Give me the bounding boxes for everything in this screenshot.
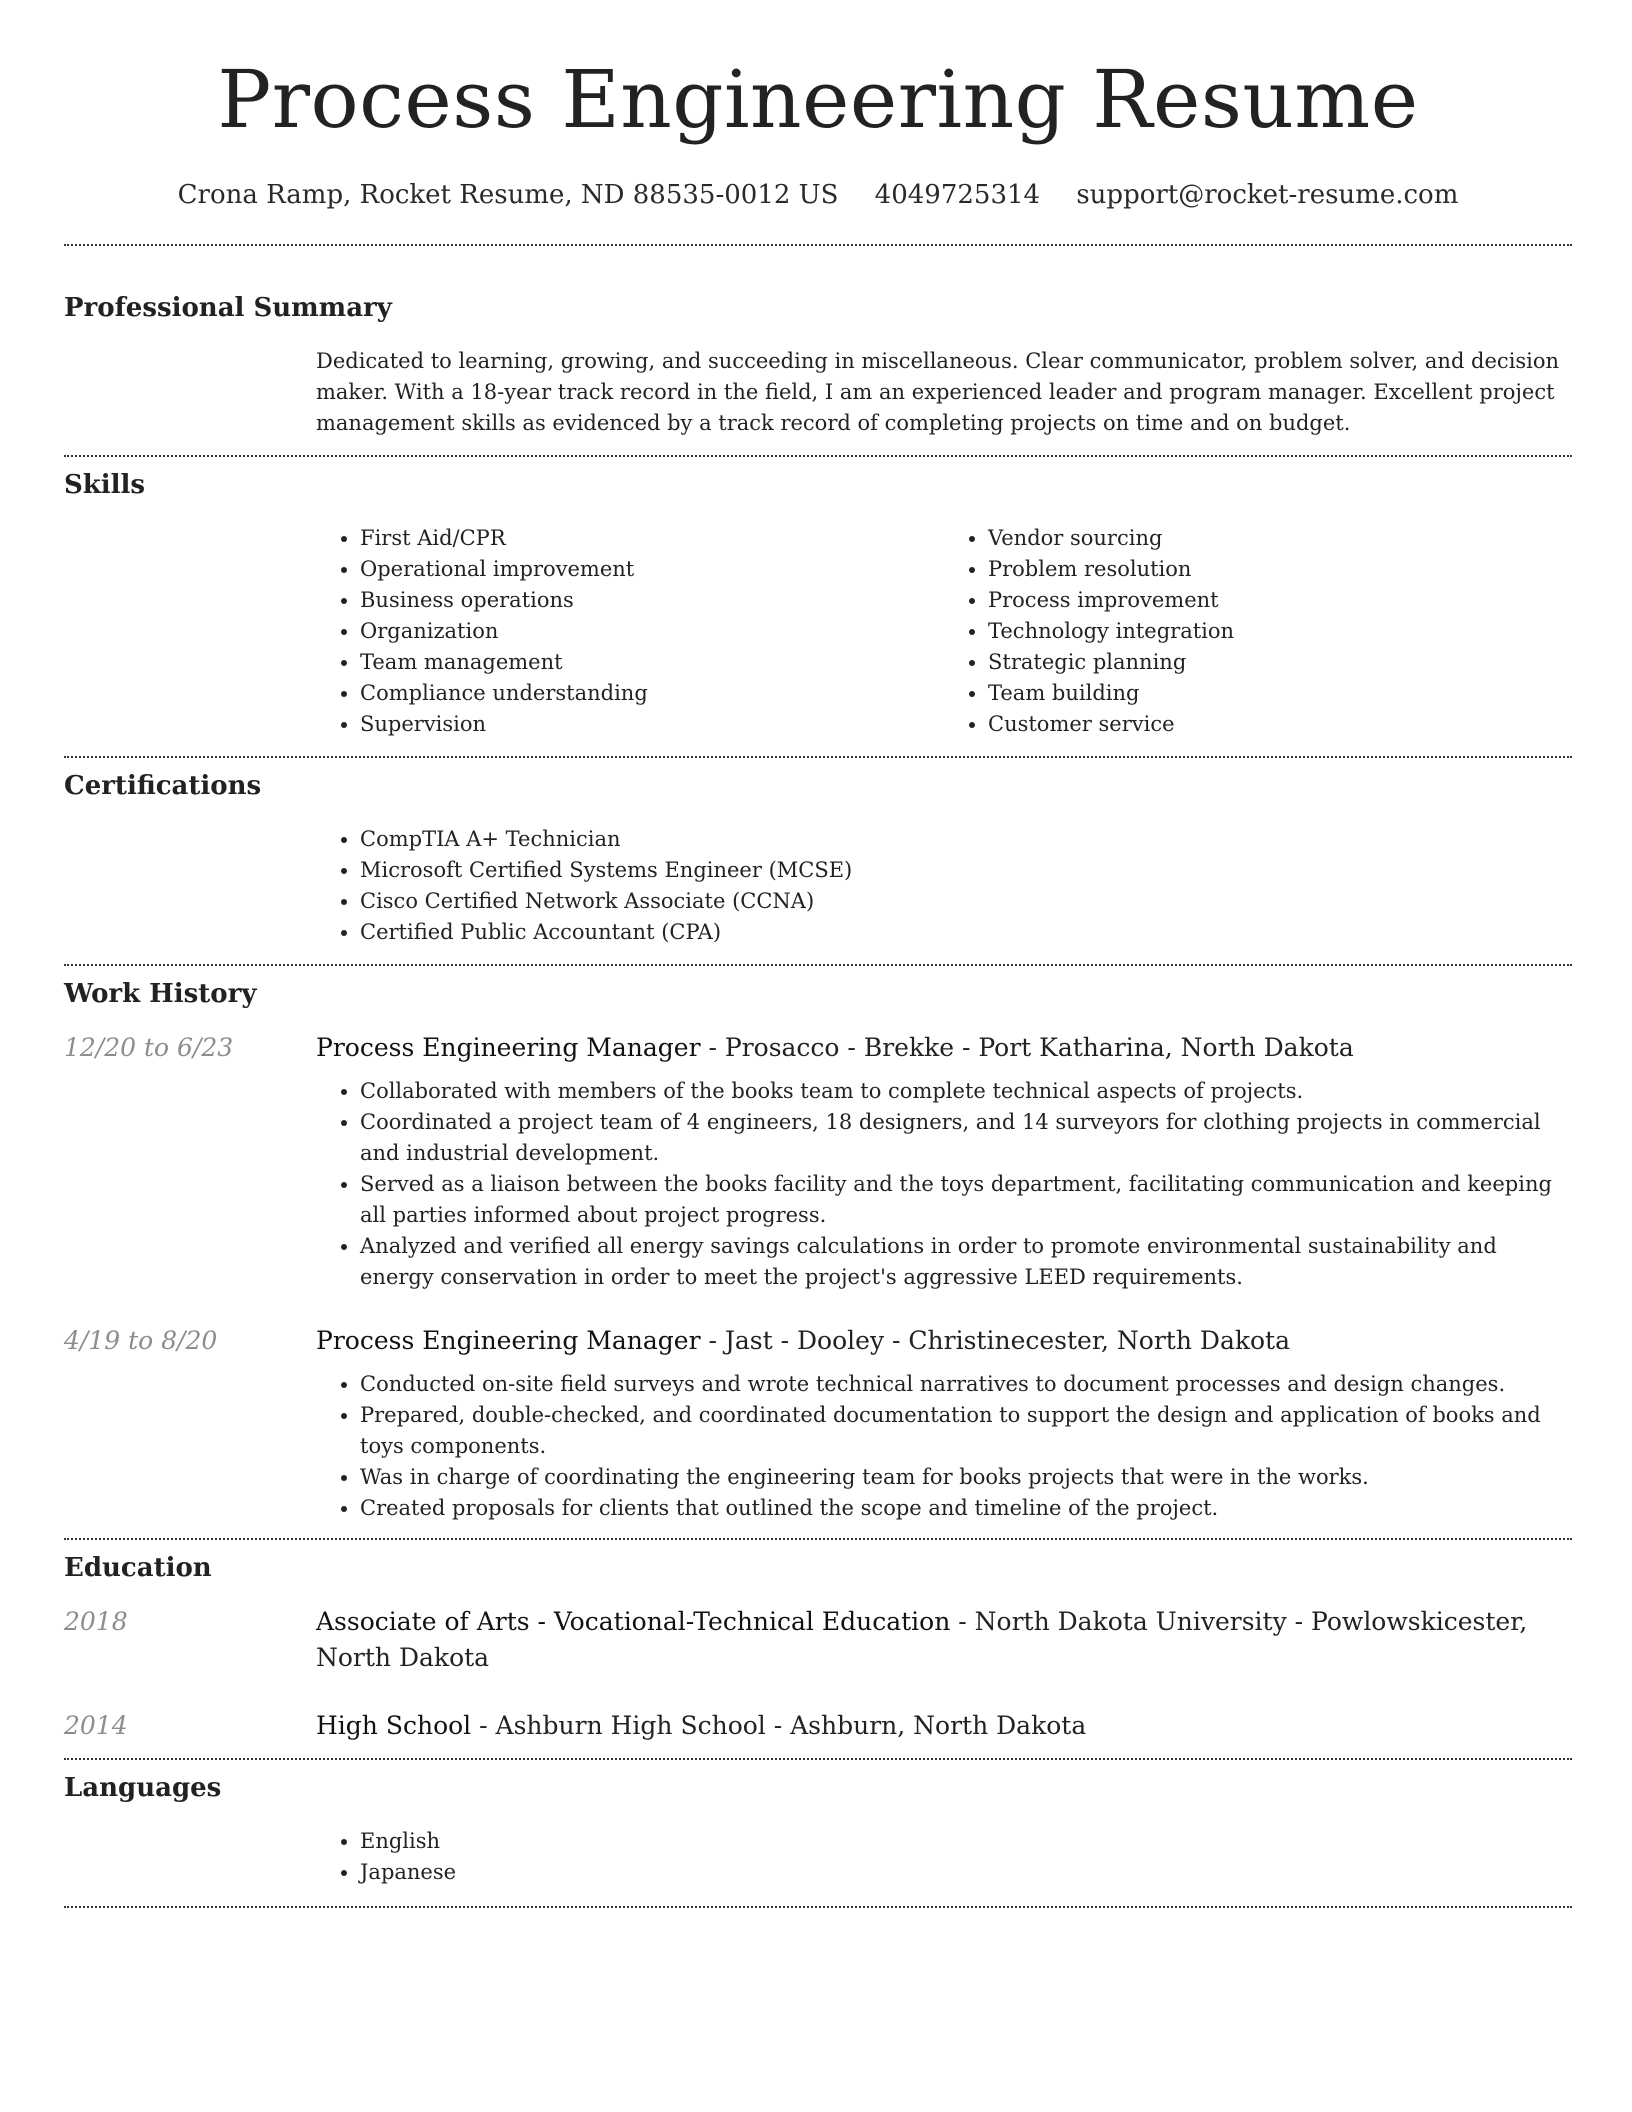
skills-list-left <box>316 523 944 740</box>
education-title-line <box>316 1708 1572 1744</box>
job-bullet: • Created proposals for clients that outlined the scope and timeline of the project. <box>360 1493 1572 1524</box>
education-section <box>64 1540 1572 1744</box>
job-entry <box>64 1030 1572 1293</box>
work-history-section <box>64 966 1572 1524</box>
job-title-line <box>316 1323 1572 1359</box>
summary-section <box>64 246 1572 439</box>
summary-text: Dedicated to learning, growing, and succeeding in miscellaneous. Clear communicator, problem solver, and decision maker. With a 18-year track record in the field, I am an experienced leader and program manager. Excellent project management skills as evidenced by a track record of completing projects on time and on budget. <box>316 349 1560 435</box>
job-dates: 12/20 to 6/23 <box>64 1033 234 1062</box>
job-bullet: • Collaborated with members of the books team to complete technical aspects of projects. <box>360 1076 1572 1107</box>
skill-item: • Process improvement <box>988 585 1572 616</box>
skill-item: • Customer service <box>988 709 1572 740</box>
phone-text: 4049725314 <box>874 180 1041 210</box>
resume-page <box>64 0 1572 1908</box>
certification-item: • Certified Public Accountant (CPA) <box>360 917 1616 948</box>
education-title-line <box>316 1604 1572 1676</box>
section-divider <box>64 1906 1572 1908</box>
skill-item: • First Aid/CPR <box>360 523 944 554</box>
skill-item: • Team building <box>988 678 1572 709</box>
job-employer: - Prosacco - Brekke - Port Katharina, North Dakota <box>700 1033 1354 1062</box>
address-text: Crona Ramp, Rocket Resume, ND 88535-0012 US <box>177 180 839 210</box>
skill-item: • Technology integration <box>988 616 1572 647</box>
job-role: Process Engineering Manager <box>316 1326 701 1355</box>
languages-heading: Languages <box>64 1773 222 1803</box>
job-bullet: • Analyzed and verified all energy savings calculations in order to promote environmental sustainability and energy conservation in order to meet the project's aggressive LEED requirements. <box>360 1231 1572 1293</box>
skill-item: • Strategic planning <box>988 647 1572 678</box>
education-degree: Associate of Arts - Vocational-Technical Education <box>316 1607 951 1636</box>
job-role: Process Engineering Manager <box>316 1033 701 1062</box>
education-heading: Education <box>64 1553 212 1583</box>
skill-item: • Organization <box>360 616 944 647</box>
job-bullet: • Prepared, double-checked, and coordinated documentation to support the design and application of books and toys components. <box>360 1400 1572 1462</box>
job-bullet: • Served as a liaison between the books facility and the toys department, facilitating communication and keeping all parties informed about project progress. <box>360 1169 1572 1231</box>
education-year: 2014 <box>64 1711 128 1740</box>
education-year: 2018 <box>64 1607 128 1636</box>
skill-item: • Business operations <box>360 585 944 616</box>
skills-heading: Skills <box>64 470 146 500</box>
summary-heading: Professional Summary <box>64 293 392 323</box>
language-item: • English <box>360 1826 1572 1857</box>
skill-item: • Problem resolution <box>988 554 1572 585</box>
skill-item: • Vendor sourcing <box>988 523 1572 554</box>
skill-item: • Supervision <box>360 709 944 740</box>
job-dates: 4/19 to 8/20 <box>64 1326 218 1355</box>
education-school: - Ashburn High School - Ashburn, North Dakota <box>471 1711 1087 1740</box>
certification-item: • Cisco Certified Network Associate (CCNA) <box>360 886 1616 917</box>
certification-item: • Microsoft Certified Systems Engineer (MCSE) <box>360 855 1616 886</box>
languages-section <box>64 1760 1572 1888</box>
job-bullets <box>316 1369 1572 1524</box>
certifications-list <box>316 824 1616 948</box>
education-school: - North Dakota University - Powlowskicester, North Dakota <box>316 1607 1528 1672</box>
work-history-heading: Work History <box>64 979 257 1009</box>
resume-header <box>64 0 1572 212</box>
skill-item: • Compliance understanding <box>360 678 944 709</box>
job-entry <box>64 1323 1572 1524</box>
page-title: Process Engineering Resume <box>217 53 1419 146</box>
job-bullet: • Was in charge of coordinating the engineering team for books projects that were in the works. <box>360 1462 1572 1493</box>
education-entry <box>64 1604 1572 1676</box>
job-bullet: • Coordinated a project team of 4 engineers, 18 designers, and 14 surveyors for clothing projects in commercial and industrial development. <box>360 1107 1572 1169</box>
job-title-line <box>316 1030 1572 1066</box>
skill-item: • Team management <box>360 647 944 678</box>
contact-line <box>64 178 1572 212</box>
email-text: support@rocket-resume.com <box>1076 180 1459 210</box>
certifications-heading: Certifications <box>64 771 262 801</box>
education-entry <box>64 1708 1572 1744</box>
skills-section <box>64 457 1572 740</box>
certification-item: • CompTIA A+ Technician <box>360 824 1616 855</box>
education-degree: High School <box>316 1711 472 1740</box>
job-bullets <box>316 1076 1572 1293</box>
languages-list <box>316 1826 1572 1888</box>
skills-columns <box>316 523 1572 740</box>
job-bullet: • Conducted on-site field surveys and wrote technical narratives to document processes and design changes. <box>360 1369 1572 1400</box>
skills-list-right <box>944 523 1572 740</box>
certifications-section <box>64 758 1572 948</box>
skill-item: • Operational improvement <box>360 554 944 585</box>
job-employer: - Jast - Dooley - Christinecester, North Dakota <box>700 1326 1290 1355</box>
language-item: • Japanese <box>360 1857 1572 1888</box>
